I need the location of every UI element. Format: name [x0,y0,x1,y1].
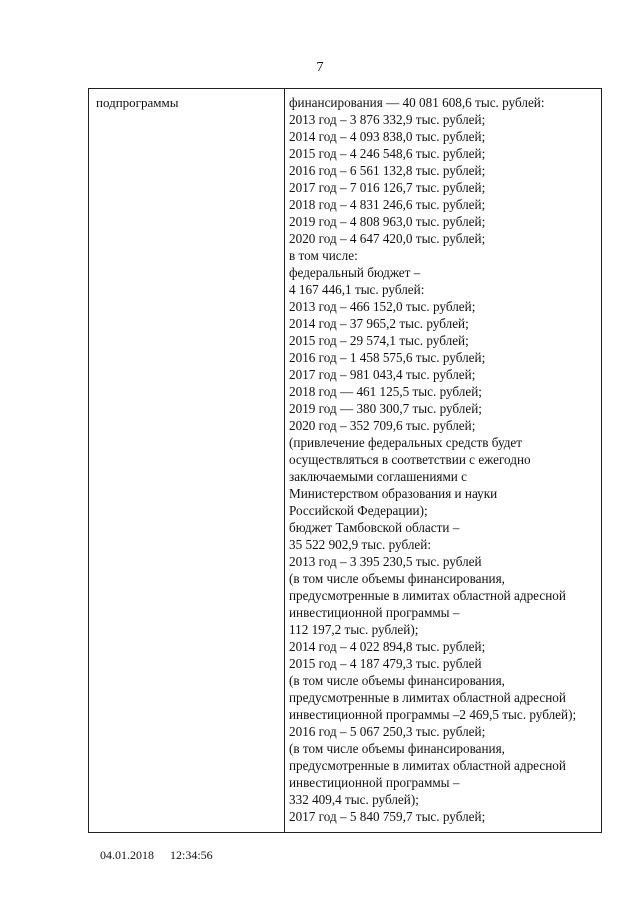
funding-line: 2020 год – 352 709,6 тыс. рублей; [289,418,476,433]
funding-details-cell [289,94,599,825]
funding-line: 2014 год – 4 093 838,0 тыс. рублей; [289,129,486,144]
funding-line: финансирования — 40 081 608,6 тыс. рублей: [289,95,545,110]
funding-line: 112 197,2 тыс. рублей); [289,622,419,637]
page-number: 7 [316,60,324,75]
funding-line: 2013 год – 466 152,0 тыс. рублей; [289,299,476,314]
funding-line: 2017 год – 5 840 759,7 тыс. рублей; [289,809,486,824]
funding-line: (в том числе объемы финансирования, [289,673,505,688]
funding-line: 332 409,4 тыс. рублей); [289,792,419,807]
funding-line: предусмотренные в лимитах областной адресной [289,758,566,773]
funding-line: (в том числе объемы финансирования, [289,741,505,756]
funding-line: 2016 год – 6 561 132,8 тыс. рублей; [289,163,486,178]
column-divider [284,89,285,832]
funding-line: заключаемыми соглашениями с [289,469,468,484]
funding-line: Российской Федерации); [289,503,428,518]
funding-line: 2013 год – 3 876 332,9 тыс. рублей; [289,112,486,127]
funding-line: 2018 год – 4 831 246,6 тыс. рублей; [289,197,486,212]
funding-line: 2019 год — 380 300,7 тыс. рублей; [289,401,482,416]
funding-line: 2016 год – 1 458 575,6 тыс. рублей; [289,350,486,365]
funding-line: в том числе: [289,248,358,263]
funding-line: (привлечение федеральных средств будет [289,435,523,450]
funding-line: 4 167 446,1 тыс. рублей: [289,282,425,297]
funding-line: Министерством образования и науки [289,486,498,501]
funding-line: инвестиционной программы – [289,605,460,620]
funding-line: инвестиционной программы – [289,775,460,790]
funding-line: 2016 год – 5 067 250,3 тыс. рублей; [289,724,486,739]
funding-line: федеральный бюджет – [289,265,421,280]
funding-line: (в том числе объемы финансирования, [289,571,505,586]
funding-line: 2015 год – 4 187 479,3 тыс. рублей [289,656,482,671]
footer-date: 04.01.2018 [100,848,154,862]
funding-line: инвестиционной программы –2 469,5 тыс. рублей); [289,707,577,722]
funding-line: предусмотренные в лимитах областной адресной [289,690,566,705]
funding-line: 2017 год – 7 016 126,7 тыс. рублей; [289,180,486,195]
funding-line: 2015 год – 4 246 548,6 тыс. рублей; [289,146,486,161]
funding-line: 2020 год – 4 647 420,0 тыс. рублей; [289,231,486,246]
funding-line: 35 522 902,9 тыс. рублей: [289,537,431,552]
funding-line: 2015 год – 29 574,1 тыс. рублей; [289,333,469,348]
funding-table [88,88,602,833]
footer-timestamp [100,848,213,863]
funding-line: 2019 год – 4 808 963,0 тыс. рублей; [289,214,486,229]
subprogram-label-cell: подпрограммы [96,95,179,110]
funding-line: 2018 год — 461 125,5 тыс. рублей; [289,384,482,399]
funding-line: 2017 год – 981 043,4 тыс. рублей; [289,367,476,382]
funding-line: 2014 год – 4 022 894,8 тыс. рублей; [289,639,486,654]
funding-line: 2013 год – 3 395 230,5 тыс. рублей [289,554,482,569]
funding-line: осуществляться в соответствии с ежегодно [289,452,531,467]
footer-time: 12:34:56 [170,848,213,862]
funding-line: бюджет Тамбовской области – [289,520,460,535]
funding-line: предусмотренные в лимитах областной адресной [289,588,566,603]
funding-line: 2014 год – 37 965,2 тыс. рублей; [289,316,469,331]
